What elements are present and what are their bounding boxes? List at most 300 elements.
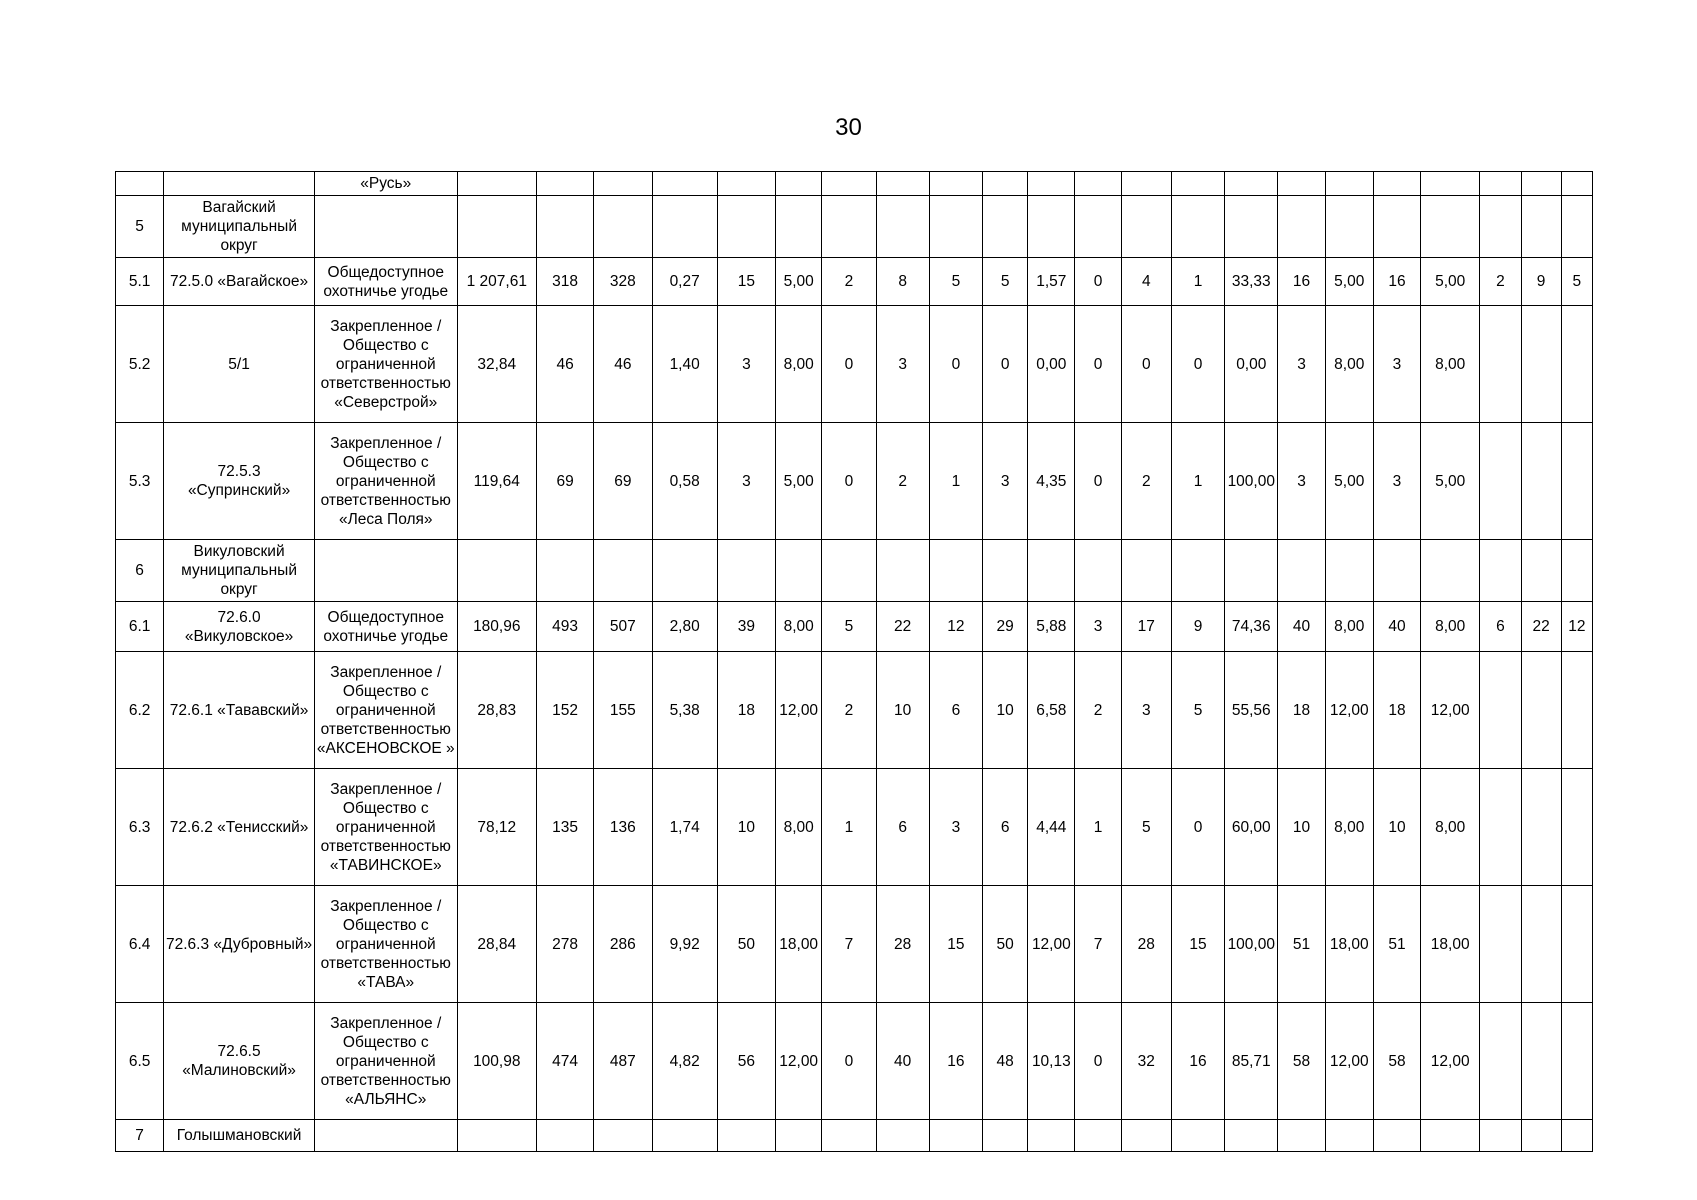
table-cell: 5,88 <box>1028 602 1075 652</box>
table-cell: 22 <box>876 602 929 652</box>
table-cell: 2 <box>1480 258 1521 306</box>
table-cell <box>1225 1120 1278 1152</box>
table-cell: 12 <box>929 602 982 652</box>
table-body <box>116 172 1593 1152</box>
table-cell: 1,74 <box>652 769 717 886</box>
table-cell: 48 <box>983 1003 1028 1120</box>
table-cell: 1,57 <box>1028 258 1075 306</box>
table-cell <box>1561 172 1592 196</box>
table-cell: 155 <box>594 652 652 769</box>
table-cell: 5 <box>929 258 982 306</box>
table-cell <box>652 172 717 196</box>
table-cell: Викуловский муниципальный округ <box>164 540 315 602</box>
table-cell: 2 <box>822 258 876 306</box>
table-cell <box>1121 172 1171 196</box>
table-cell: 2 <box>822 652 876 769</box>
table-cell <box>1278 540 1325 602</box>
table-cell: 16 <box>1171 1003 1224 1120</box>
table-cell: 3 <box>1278 423 1325 540</box>
table-cell <box>929 540 982 602</box>
table-cell <box>717 540 775 602</box>
table-cell: 7 <box>822 886 876 1003</box>
table-cell <box>1171 1120 1224 1152</box>
table-cell <box>314 196 457 258</box>
table-cell: 3 <box>983 423 1028 540</box>
table-cell: 3 <box>1373 423 1420 540</box>
table-cell <box>776 196 822 258</box>
table-cell <box>717 1120 775 1152</box>
table-cell: 4,35 <box>1028 423 1075 540</box>
table-cell <box>983 196 1028 258</box>
table-cell <box>457 540 536 602</box>
table-cell: 0 <box>1075 306 1121 423</box>
table-cell <box>1225 172 1278 196</box>
table-cell: 5 <box>822 602 876 652</box>
table-cell: 60,00 <box>1225 769 1278 886</box>
table-cell: 2 <box>1075 652 1121 769</box>
table-cell: 1 <box>1075 769 1121 886</box>
table-cell <box>1075 172 1121 196</box>
table-row <box>116 886 1593 1003</box>
table-cell: 5,00 <box>776 423 822 540</box>
table-cell: 6,58 <box>1028 652 1075 769</box>
table-cell: 3 <box>876 306 929 423</box>
table-cell: 10 <box>1373 769 1420 886</box>
table-cell: 5,00 <box>776 258 822 306</box>
table-cell: 8,00 <box>1325 602 1373 652</box>
table-cell <box>1521 540 1561 602</box>
table-cell: 8,00 <box>1325 306 1373 423</box>
table-cell <box>822 196 876 258</box>
table-cell: 10,13 <box>1028 1003 1075 1120</box>
table-cell <box>983 540 1028 602</box>
table-cell: 18,00 <box>1421 886 1480 1003</box>
table-cell <box>1325 540 1373 602</box>
table-cell <box>1325 172 1373 196</box>
table-cell <box>929 1120 982 1152</box>
table-cell: 286 <box>594 886 652 1003</box>
table-cell <box>717 172 775 196</box>
table-cell <box>594 1120 652 1152</box>
table-cell <box>1480 423 1521 540</box>
table-cell <box>116 172 164 196</box>
table-cell: 0 <box>822 423 876 540</box>
table-cell <box>929 196 982 258</box>
table-cell <box>1325 196 1373 258</box>
table-cell: Общедоступное охотничье угодье <box>314 602 457 652</box>
table-cell: 72.6.0 «Викуловское» <box>164 602 315 652</box>
table-cell: 152 <box>536 652 593 769</box>
table-cell <box>1480 1003 1521 1120</box>
table-cell: 18 <box>1278 652 1325 769</box>
table-cell <box>876 540 929 602</box>
table-cell <box>1521 652 1561 769</box>
table-cell: 28,84 <box>457 886 536 1003</box>
table-cell <box>1521 423 1561 540</box>
table-cell <box>1561 769 1592 886</box>
table-cell: 8,00 <box>776 769 822 886</box>
table-cell: 493 <box>536 602 593 652</box>
table-cell <box>1480 306 1521 423</box>
table-cell <box>1480 540 1521 602</box>
table-cell <box>1561 886 1592 1003</box>
table-cell: Закрепленное / Общество с ограниченной ответственностью «АЛЬЯНС» <box>314 1003 457 1120</box>
table-cell: 50 <box>717 886 775 1003</box>
table-cell <box>1561 1120 1592 1152</box>
table-cell: 4 <box>1121 258 1171 306</box>
table-cell <box>1225 196 1278 258</box>
table-cell <box>1121 540 1171 602</box>
table-cell: Вагайский муниципальный округ <box>164 196 315 258</box>
table-cell: 18,00 <box>776 886 822 1003</box>
table-cell: 56 <box>717 1003 775 1120</box>
table-cell: 9 <box>1521 258 1561 306</box>
table-cell <box>1421 540 1480 602</box>
table-cell: 15 <box>929 886 982 1003</box>
table-cell: 16 <box>929 1003 982 1120</box>
table-cell: 5.3 <box>116 423 164 540</box>
table-cell <box>1480 172 1521 196</box>
table-cell <box>1561 1003 1592 1120</box>
table-cell <box>1561 196 1592 258</box>
table-cell: 28 <box>1121 886 1171 1003</box>
table-cell <box>1480 769 1521 886</box>
table-cell <box>536 172 593 196</box>
table-cell: 5,00 <box>1421 258 1480 306</box>
table-cell: 85,71 <box>1225 1003 1278 1120</box>
table-cell: 72.6.2 «Тенисский» <box>164 769 315 886</box>
table-cell: 5 <box>1171 652 1224 769</box>
table-cell: 8 <box>876 258 929 306</box>
table-cell <box>717 196 775 258</box>
table-cell <box>1121 196 1171 258</box>
table-cell: 72.5.0 «Вагайское» <box>164 258 315 306</box>
table-row <box>116 602 1593 652</box>
table-cell <box>1075 1120 1121 1152</box>
table-cell: 0 <box>1171 769 1224 886</box>
table-cell <box>314 540 457 602</box>
table-cell: 5 <box>116 196 164 258</box>
table-cell: 33,33 <box>1225 258 1278 306</box>
table-cell: 55,56 <box>1225 652 1278 769</box>
table-cell <box>876 196 929 258</box>
table-cell: 5.1 <box>116 258 164 306</box>
table-cell: 32,84 <box>457 306 536 423</box>
table-cell: 4,82 <box>652 1003 717 1120</box>
table-cell <box>652 196 717 258</box>
table-cell: 12 <box>1561 602 1592 652</box>
table-cell: 0,00 <box>1028 306 1075 423</box>
table-cell <box>652 1120 717 1152</box>
table-cell <box>1480 196 1521 258</box>
table-cell: 17 <box>1121 602 1171 652</box>
table-cell <box>457 1120 536 1152</box>
table-cell: 12,00 <box>1421 1003 1480 1120</box>
table-cell <box>1373 196 1420 258</box>
table-cell: 10 <box>876 652 929 769</box>
table-cell: 6.5 <box>116 1003 164 1120</box>
table-cell <box>1028 1120 1075 1152</box>
table-cell: 487 <box>594 1003 652 1120</box>
table-cell: 507 <box>594 602 652 652</box>
table-cell: 5.2 <box>116 306 164 423</box>
table-cell: 0,58 <box>652 423 717 540</box>
table-cell <box>1421 172 1480 196</box>
table-cell: 5,38 <box>652 652 717 769</box>
table-cell <box>1561 306 1592 423</box>
table-cell: 278 <box>536 886 593 1003</box>
table-row <box>116 423 1593 540</box>
table-cell: 10 <box>1278 769 1325 886</box>
table-cell: 328 <box>594 258 652 306</box>
table-cell: 135 <box>536 769 593 886</box>
table-cell: 18,00 <box>1325 886 1373 1003</box>
table-cell <box>536 540 593 602</box>
table-cell <box>536 1120 593 1152</box>
table-cell: Закрепленное / Общество с ограниченной ответственностью «Северстрой» <box>314 306 457 423</box>
table-cell <box>1075 540 1121 602</box>
table-cell: 7 <box>116 1120 164 1152</box>
table-row <box>116 1003 1593 1120</box>
table-cell: 18 <box>717 652 775 769</box>
table-cell <box>1028 172 1075 196</box>
table-cell <box>594 196 652 258</box>
table-cell <box>594 540 652 602</box>
table-cell: 12,00 <box>776 1003 822 1120</box>
table-cell: 3 <box>717 306 775 423</box>
table-cell <box>1373 540 1420 602</box>
table-cell <box>1480 886 1521 1003</box>
table-cell <box>1521 172 1561 196</box>
table-cell <box>164 172 315 196</box>
table-cell: 78,12 <box>457 769 536 886</box>
table-cell: 6.4 <box>116 886 164 1003</box>
table-cell: 1 <box>929 423 982 540</box>
table-cell <box>776 1120 822 1152</box>
table-cell <box>652 540 717 602</box>
table-cell: 0 <box>1075 423 1121 540</box>
table-cell: 0 <box>822 1003 876 1120</box>
table-cell: 5 <box>1561 258 1592 306</box>
table-cell <box>822 1120 876 1152</box>
table-cell: 8,00 <box>1325 769 1373 886</box>
table-cell <box>1278 1120 1325 1152</box>
table-cell: 1 <box>1171 423 1224 540</box>
table-cell: 12,00 <box>1325 652 1373 769</box>
table-cell: 5,00 <box>1325 258 1373 306</box>
table-cell: 16 <box>1278 258 1325 306</box>
hunting-grounds-table <box>115 171 1593 1152</box>
table-cell <box>1171 172 1224 196</box>
table-cell <box>594 172 652 196</box>
table-cell <box>876 1120 929 1152</box>
table-cell: 58 <box>1278 1003 1325 1120</box>
table-cell: 28 <box>876 886 929 1003</box>
table-cell: 3 <box>1075 602 1121 652</box>
table-cell <box>1561 652 1592 769</box>
table-cell: 69 <box>536 423 593 540</box>
table-cell: 10 <box>717 769 775 886</box>
table-cell: 7 <box>1075 886 1121 1003</box>
table-cell <box>1480 1120 1521 1152</box>
table-cell: 12,00 <box>1028 886 1075 1003</box>
table-cell <box>314 1120 457 1152</box>
table-cell: 72.6.3 «Дубровный» <box>164 886 315 1003</box>
table-cell: 5 <box>983 258 1028 306</box>
table-cell: 72.6.5 «Малиновский» <box>164 1003 315 1120</box>
table-cell <box>1521 196 1561 258</box>
table-cell <box>1325 1120 1373 1152</box>
table-cell <box>1521 1120 1561 1152</box>
table-cell: 18 <box>1373 652 1420 769</box>
table-cell: 0 <box>1171 306 1224 423</box>
table-cell: 1,40 <box>652 306 717 423</box>
table-cell: 8,00 <box>1421 769 1480 886</box>
table-cell <box>983 1120 1028 1152</box>
table-cell: 12,00 <box>776 652 822 769</box>
table-cell: 51 <box>1278 886 1325 1003</box>
table-cell <box>457 196 536 258</box>
table-cell: 72.5.3 «Супринский» <box>164 423 315 540</box>
table-cell: Закрепленное / Общество с ограниченной ответственностью «ТАВА» <box>314 886 457 1003</box>
table-cell: 119,64 <box>457 423 536 540</box>
table-cell: 5,00 <box>1421 423 1480 540</box>
table-cell: 100,00 <box>1225 423 1278 540</box>
table-cell <box>1121 1120 1171 1152</box>
table-cell: 28,83 <box>457 652 536 769</box>
table-cell <box>929 172 982 196</box>
table-cell: 16 <box>1373 258 1420 306</box>
table-cell: 6.1 <box>116 602 164 652</box>
table-cell: 2 <box>876 423 929 540</box>
table-cell: 0,27 <box>652 258 717 306</box>
table-cell: 15 <box>1171 886 1224 1003</box>
table-cell <box>1075 196 1121 258</box>
table-cell: 100,98 <box>457 1003 536 1120</box>
table-cell: 0 <box>1121 306 1171 423</box>
table-cell: 0 <box>929 306 982 423</box>
table-row <box>116 652 1593 769</box>
page-number: 30 <box>835 114 862 141</box>
table-cell: 6 <box>983 769 1028 886</box>
table-cell <box>1028 540 1075 602</box>
table-cell: 32 <box>1121 1003 1171 1120</box>
table-cell: 40 <box>876 1003 929 1120</box>
table-cell: 318 <box>536 258 593 306</box>
table-cell: 50 <box>983 886 1028 1003</box>
table-cell: 74,36 <box>1225 602 1278 652</box>
table-cell: 8,00 <box>776 306 822 423</box>
table-cell <box>1521 769 1561 886</box>
table-cell: 46 <box>594 306 652 423</box>
table-cell: 12,00 <box>1325 1003 1373 1120</box>
table-cell: 40 <box>1278 602 1325 652</box>
table-cell: 5,00 <box>1325 423 1373 540</box>
table-cell: 0 <box>1075 1003 1121 1120</box>
table-cell: 8,00 <box>776 602 822 652</box>
table-cell: 4,44 <box>1028 769 1075 886</box>
table-cell: 40 <box>1373 602 1420 652</box>
table-cell: 39 <box>717 602 775 652</box>
table-cell: 0,00 <box>1225 306 1278 423</box>
table-cell <box>1421 1120 1480 1152</box>
table-row <box>116 769 1593 886</box>
table-cell <box>822 172 876 196</box>
table-cell: Общедоступное охотничье угодье <box>314 258 457 306</box>
table-cell: 3 <box>1121 652 1171 769</box>
table-cell: 12,00 <box>1421 652 1480 769</box>
table-cell <box>1225 540 1278 602</box>
table-cell: 5/1 <box>164 306 315 423</box>
table-cell: 6.2 <box>116 652 164 769</box>
table-cell: 6 <box>929 652 982 769</box>
table-cell <box>1278 172 1325 196</box>
table-cell: 51 <box>1373 886 1420 1003</box>
table-cell: 8,00 <box>1421 306 1480 423</box>
table-cell <box>1373 1120 1420 1152</box>
table-cell: 9,92 <box>652 886 717 1003</box>
table-cell: 9 <box>1171 602 1224 652</box>
table-cell <box>1373 172 1420 196</box>
table-cell <box>776 540 822 602</box>
table-cell: 474 <box>536 1003 593 1120</box>
table-cell: 100,00 <box>1225 886 1278 1003</box>
table-cell <box>1171 196 1224 258</box>
table-cell: 1 207,61 <box>457 258 536 306</box>
table-cell: 3 <box>717 423 775 540</box>
table-cell: Голышмановский <box>164 1120 315 1152</box>
table-cell <box>822 540 876 602</box>
table-row <box>116 306 1593 423</box>
table-cell <box>876 172 929 196</box>
table-cell: 72.6.1 «Тававский» <box>164 652 315 769</box>
table-cell: 6 <box>1480 602 1521 652</box>
table-cell: 0 <box>1075 258 1121 306</box>
table-cell <box>536 196 593 258</box>
table-cell: «Русь» <box>314 172 457 196</box>
table-cell: 10 <box>983 652 1028 769</box>
table-cell <box>1028 196 1075 258</box>
table-cell: 0 <box>822 306 876 423</box>
table-cell: 6.3 <box>116 769 164 886</box>
table-cell: 29 <box>983 602 1028 652</box>
table-cell <box>1521 1003 1561 1120</box>
table-cell: 22 <box>1521 602 1561 652</box>
table-row <box>116 540 1593 602</box>
table-cell: 180,96 <box>457 602 536 652</box>
table-row <box>116 1120 1593 1152</box>
table-cell: Закрепленное / Общество с ограниченной ответственностью «АКСЕНОВСКОЕ » <box>314 652 457 769</box>
table-cell: 5 <box>1121 769 1171 886</box>
table-cell <box>1171 540 1224 602</box>
table-cell: Закрепленное / Общество с ограниченной ответственностью «Леса Поля» <box>314 423 457 540</box>
table-row <box>116 196 1593 258</box>
table-cell: 1 <box>822 769 876 886</box>
table-cell: 46 <box>536 306 593 423</box>
table-cell: 6 <box>876 769 929 886</box>
table-cell: 136 <box>594 769 652 886</box>
table-cell <box>1278 196 1325 258</box>
table-cell: 3 <box>1278 306 1325 423</box>
table-cell <box>983 172 1028 196</box>
table-cell <box>1480 652 1521 769</box>
table-cell <box>1561 540 1592 602</box>
table-cell: 6 <box>116 540 164 602</box>
table-cell <box>1521 886 1561 1003</box>
table-cell: 3 <box>929 769 982 886</box>
table-cell: 15 <box>717 258 775 306</box>
table-cell: 8,00 <box>1421 602 1480 652</box>
